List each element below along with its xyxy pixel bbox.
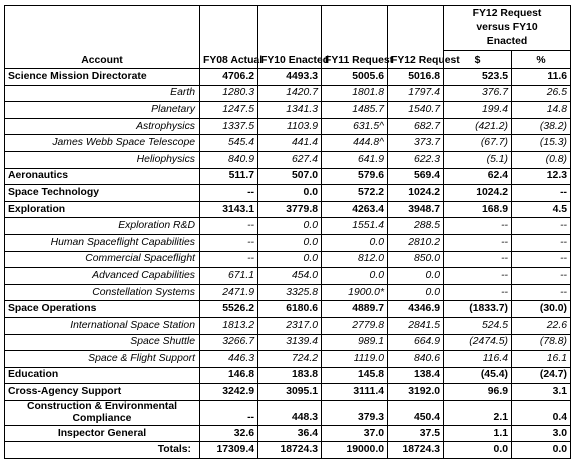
cell-fy12: 4346.9: [388, 301, 444, 318]
cell-pct: 14.8: [512, 102, 571, 119]
account-name: Exploration R&D: [5, 218, 200, 235]
cell-diff: (421.2): [444, 118, 512, 135]
cell-fy11: 1551.4: [322, 218, 388, 235]
table-row: [5, 85, 571, 102]
table-row: [5, 384, 571, 401]
cell-pct: --: [512, 284, 571, 301]
cell-fy10: 3325.8: [258, 284, 322, 301]
cell-pct: 22.6: [512, 317, 571, 334]
table-row: [5, 151, 571, 168]
cell-pct: 11.6: [512, 69, 571, 86]
cell-fy11: 631.5^: [322, 118, 388, 135]
cell-fy08: 840.9: [200, 151, 258, 168]
cell-fy10: 3779.8: [258, 201, 322, 218]
cell-fy12: 622.3: [388, 151, 444, 168]
cell-diff: 1024.2: [444, 185, 512, 202]
cell-fy12: 2841.5: [388, 317, 444, 334]
cell-fy11: 989.1: [322, 334, 388, 351]
cell-fy11: 379.3: [322, 400, 388, 425]
cell-fy10: 183.8: [258, 367, 322, 384]
cell-pct: 0.0: [512, 442, 571, 459]
account-name: Space Technology: [5, 185, 200, 202]
table-row: [5, 284, 571, 301]
cell-fy10: 6180.6: [258, 301, 322, 318]
account-name: James Webb Space Telescope: [5, 135, 200, 152]
cell-fy08: --: [200, 400, 258, 425]
cell-fy10: 448.3: [258, 400, 322, 425]
cell-fy12: 5016.8: [388, 69, 444, 86]
cell-fy12: 850.0: [388, 251, 444, 268]
cell-fy08: --: [200, 251, 258, 268]
cell-diff: --: [444, 284, 512, 301]
cell-diff: --: [444, 251, 512, 268]
cell-fy08: 1813.2: [200, 317, 258, 334]
cell-fy11: 1900.0*: [322, 284, 388, 301]
cell-fy12: 373.7: [388, 135, 444, 152]
table-row: [5, 442, 571, 459]
account-name: Astrophysics: [5, 118, 200, 135]
cell-fy08: 146.8: [200, 367, 258, 384]
table-body: [5, 69, 571, 459]
cell-fy08: 545.4: [200, 135, 258, 152]
account-name: Human Spaceflight Capabilities: [5, 234, 200, 251]
cell-fy12: 0.0: [388, 284, 444, 301]
cell-pct: 12.3: [512, 168, 571, 185]
cell-fy08: 5526.2: [200, 301, 258, 318]
cell-fy10: 454.0: [258, 268, 322, 285]
cell-pct: (38.2): [512, 118, 571, 135]
table-row: [5, 351, 571, 368]
cell-diff: (5.1): [444, 151, 512, 168]
header-fy10: FY10 Enacted: [258, 6, 322, 69]
table-row: [5, 400, 571, 425]
cell-fy10: 3139.4: [258, 334, 322, 351]
account-name: International Space Station: [5, 317, 200, 334]
cell-pct: --: [512, 185, 571, 202]
account-name: Planetary: [5, 102, 200, 119]
cell-diff: 199.4: [444, 102, 512, 119]
cell-fy10: 18724.3: [258, 442, 322, 459]
account-name: Education: [5, 367, 200, 384]
cell-pct: --: [512, 251, 571, 268]
table-row: [5, 234, 571, 251]
table-row: [5, 251, 571, 268]
cell-fy08: 3242.9: [200, 384, 258, 401]
account-name: Cross-Agency Support: [5, 384, 200, 401]
cell-fy11: 444.8^: [322, 135, 388, 152]
cell-fy08: --: [200, 234, 258, 251]
table-row: [5, 118, 571, 135]
table-row: [5, 218, 571, 235]
cell-fy11: 579.6: [322, 168, 388, 185]
cell-fy10: 0.0: [258, 251, 322, 268]
cell-fy11: 812.0: [322, 251, 388, 268]
account-name: Constellation Systems: [5, 284, 200, 301]
account-name: Aeronautics: [5, 168, 200, 185]
cell-fy08: 1280.3: [200, 85, 258, 102]
cell-fy10: 1420.7: [258, 85, 322, 102]
cell-pct: --: [512, 218, 571, 235]
cell-fy08: 511.7: [200, 168, 258, 185]
table-row: [5, 185, 571, 202]
account-name: Earth: [5, 85, 200, 102]
cell-fy12: 18724.3: [388, 442, 444, 459]
cell-fy10: 1341.3: [258, 102, 322, 119]
cell-diff: (67.7): [444, 135, 512, 152]
table-row: [5, 69, 571, 86]
header-change-dollar: $: [444, 51, 512, 69]
cell-fy08: 671.1: [200, 268, 258, 285]
cell-pct: 0.4: [512, 400, 571, 425]
cell-fy11: 37.0: [322, 425, 388, 442]
account-name: Advanced Capabilities: [5, 268, 200, 285]
cell-fy08: 446.3: [200, 351, 258, 368]
cell-fy11: 641.9: [322, 151, 388, 168]
cell-fy10: 4493.3: [258, 69, 322, 86]
cell-fy10: 507.0: [258, 168, 322, 185]
cell-pct: --: [512, 268, 571, 285]
cell-diff: --: [444, 234, 512, 251]
cell-diff: (45.4): [444, 367, 512, 384]
cell-fy08: 4706.2: [200, 69, 258, 86]
header-fy12: FY12 Request: [388, 6, 444, 69]
budget-table: [4, 5, 571, 459]
cell-pct: 4.5: [512, 201, 571, 218]
cell-pct: 3.1: [512, 384, 571, 401]
table-row: [5, 168, 571, 185]
cell-fy12: 664.9: [388, 334, 444, 351]
header-fy08: FY08 Actual: [200, 6, 258, 69]
table-row: [5, 102, 571, 119]
header-account: Account: [5, 6, 200, 69]
account-name: Space Shuttle: [5, 334, 200, 351]
cell-fy11: 3111.4: [322, 384, 388, 401]
table-row: [5, 268, 571, 285]
cell-fy12: 3192.0: [388, 384, 444, 401]
account-name: Inspector General: [5, 425, 200, 442]
account-name: Heliophysics: [5, 151, 200, 168]
account-name: Construction & Environmental Compliance: [5, 400, 200, 425]
cell-diff: --: [444, 268, 512, 285]
account-name: Science Mission Directorate: [5, 69, 200, 86]
cell-pct: --: [512, 234, 571, 251]
table-row: [5, 317, 571, 334]
cell-diff: (2474.5): [444, 334, 512, 351]
cell-pct: (15.3): [512, 135, 571, 152]
cell-fy10: 0.0: [258, 185, 322, 202]
header-fy11: FY11 Request: [322, 6, 388, 69]
cell-fy08: --: [200, 185, 258, 202]
cell-fy11: 1119.0: [322, 351, 388, 368]
table-row: [5, 135, 571, 152]
cell-fy08: 1247.5: [200, 102, 258, 119]
cell-fy12: 37.5: [388, 425, 444, 442]
table-row: [5, 301, 571, 318]
cell-fy08: 2471.9: [200, 284, 258, 301]
cell-pct: (24.7): [512, 367, 571, 384]
cell-fy11: 2779.8: [322, 317, 388, 334]
cell-fy10: 441.4: [258, 135, 322, 152]
cell-fy12: 3948.7: [388, 201, 444, 218]
cell-fy12: 1024.2: [388, 185, 444, 202]
cell-fy12: 288.5: [388, 218, 444, 235]
cell-pct: (30.0): [512, 301, 571, 318]
cell-diff: 116.4: [444, 351, 512, 368]
cell-pct: 16.1: [512, 351, 571, 368]
table-row: [5, 201, 571, 218]
cell-fy10: 36.4: [258, 425, 322, 442]
cell-diff: 1.1: [444, 425, 512, 442]
account-name: Space Operations: [5, 301, 200, 318]
cell-fy11: 4263.4: [322, 201, 388, 218]
cell-fy12: 569.4: [388, 168, 444, 185]
cell-fy10: 0.0: [258, 218, 322, 235]
cell-fy12: 0.0: [388, 268, 444, 285]
cell-diff: 96.9: [444, 384, 512, 401]
cell-fy12: 138.4: [388, 367, 444, 384]
cell-diff: --: [444, 218, 512, 235]
account-name: Commercial Spaceflight: [5, 251, 200, 268]
cell-fy11: 19000.0: [322, 442, 388, 459]
cell-fy11: 0.0: [322, 234, 388, 251]
cell-pct: 3.0: [512, 425, 571, 442]
header-change-pct: %: [512, 51, 571, 69]
account-name: Exploration: [5, 201, 200, 218]
header-change-group: FY12 Request versus FY10 Enacted: [444, 6, 571, 51]
cell-pct: 26.5: [512, 85, 571, 102]
cell-fy10: 724.2: [258, 351, 322, 368]
cell-fy11: 5005.6: [322, 69, 388, 86]
account-name: Space & Flight Support: [5, 351, 200, 368]
cell-fy08: 1337.5: [200, 118, 258, 135]
cell-pct: (0.8): [512, 151, 571, 168]
cell-fy11: 145.8: [322, 367, 388, 384]
cell-fy08: 3266.7: [200, 334, 258, 351]
cell-fy11: 0.0: [322, 268, 388, 285]
cell-fy08: --: [200, 218, 258, 235]
table-row: [5, 425, 571, 442]
cell-fy08: 3143.1: [200, 201, 258, 218]
cell-fy11: 4889.7: [322, 301, 388, 318]
cell-fy11: 572.2: [322, 185, 388, 202]
cell-fy12: 2810.2: [388, 234, 444, 251]
account-name: Totals:: [5, 442, 200, 459]
cell-diff: 62.4: [444, 168, 512, 185]
cell-fy10: 2317.0: [258, 317, 322, 334]
cell-fy10: 3095.1: [258, 384, 322, 401]
cell-fy12: 840.6: [388, 351, 444, 368]
cell-fy12: 1540.7: [388, 102, 444, 119]
cell-fy08: 32.6: [200, 425, 258, 442]
table-row: [5, 334, 571, 351]
table-row: [5, 367, 571, 384]
cell-diff: 523.5: [444, 69, 512, 86]
cell-fy11: 1801.8: [322, 85, 388, 102]
cell-fy08: 17309.4: [200, 442, 258, 459]
cell-diff: 524.5: [444, 317, 512, 334]
cell-pct: (78.8): [512, 334, 571, 351]
cell-diff: 2.1: [444, 400, 512, 425]
cell-diff: 168.9: [444, 201, 512, 218]
cell-fy12: 1797.4: [388, 85, 444, 102]
cell-fy10: 0.0: [258, 234, 322, 251]
cell-fy12: 682.7: [388, 118, 444, 135]
cell-diff: (1833.7): [444, 301, 512, 318]
cell-diff: 0.0: [444, 442, 512, 459]
cell-fy11: 1485.7: [322, 102, 388, 119]
cell-fy10: 627.4: [258, 151, 322, 168]
cell-fy12: 450.4: [388, 400, 444, 425]
cell-fy10: 1103.9: [258, 118, 322, 135]
cell-diff: 376.7: [444, 85, 512, 102]
